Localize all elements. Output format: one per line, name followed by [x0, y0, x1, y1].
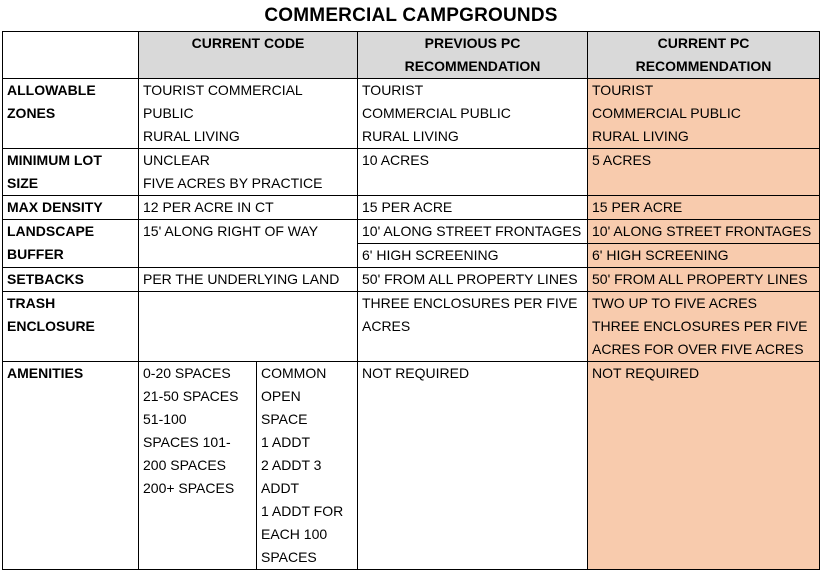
cell-line: 0-20 SPACES — [143, 365, 231, 381]
cell-line: 5 ACRES — [592, 152, 652, 168]
header-corner — [3, 32, 139, 79]
cell-line: RURAL LIVING — [143, 128, 240, 144]
cell-line: 15 PER ACRE — [362, 199, 453, 215]
cell-line: NOT REQUIRED — [592, 365, 700, 381]
current-code-cell — [139, 220, 358, 268]
cell-line: RURAL LIVING — [592, 128, 689, 144]
cell-line: SPACES 101- — [143, 434, 231, 450]
cell-line: OPEN — [261, 388, 301, 404]
cell-line: PUBLIC — [143, 105, 194, 121]
row-label — [3, 196, 139, 220]
cell-line: ACRES FOR OVER FIVE ACRES — [592, 341, 804, 357]
header-current-pc-line: RECOMMENDATION — [635, 58, 772, 74]
cell-line: 2 ADDT 3 — [261, 457, 322, 473]
cell-line: 6' HIGH SCREENING — [362, 247, 499, 263]
cell-line: TOURIST COMMERCIAL — [143, 82, 303, 98]
table-row — [3, 292, 820, 362]
current-pc-cell — [588, 362, 820, 570]
cell-line: ADDT — [261, 480, 300, 496]
table-row — [3, 362, 820, 570]
previous-pc-cell — [358, 362, 588, 570]
row-label-line: MAX DENSITY — [7, 199, 103, 215]
cell-line: COMMERCIAL PUBLIC — [592, 105, 741, 121]
cell-line: 200 SPACES — [143, 457, 227, 473]
current-pc-cell — [588, 292, 820, 362]
current-pc-cell — [588, 268, 820, 292]
page-title: COMMERCIAL CAMPGROUNDS — [264, 5, 558, 26]
current-pc-cell — [588, 244, 820, 268]
cell-line: NOT REQUIRED — [362, 365, 470, 381]
cell-line: THREE ENCLOSURES PER FIVE — [592, 318, 808, 334]
cell-line: PER THE UNDERLYING LAND — [143, 271, 340, 287]
cell-line: COMMON — [261, 365, 327, 381]
amenities-spaces-column — [143, 362, 257, 570]
cell-line: 200+ SPACES — [143, 480, 235, 496]
table-row — [3, 268, 820, 292]
table-row — [3, 220, 820, 244]
previous-pc-cell — [358, 268, 588, 292]
cell-line: UNCLEAR — [143, 152, 210, 168]
row-label-line: ALLOWABLE — [7, 82, 96, 98]
current-code-cell — [139, 362, 358, 570]
header-row — [3, 32, 820, 79]
amenities-requirement-column — [257, 362, 357, 569]
current-pc-cell — [588, 220, 820, 244]
previous-pc-cell — [358, 149, 588, 196]
row-label-line: MINIMUM LOT — [7, 152, 102, 168]
current-code-cell — [139, 268, 358, 292]
current-pc-cell — [588, 79, 820, 149]
previous-pc-cell — [358, 244, 588, 268]
header-current-code — [139, 32, 358, 79]
row-label-line: ENCLOSURE — [7, 318, 95, 334]
previous-pc-cell — [358, 220, 588, 244]
header-previous-pc — [358, 32, 588, 79]
previous-pc-cell — [358, 292, 588, 362]
cell-line: 50' FROM ALL PROPERTY LINES — [362, 271, 578, 287]
cell-line: 1 ADDT — [261, 434, 311, 450]
row-label-line: SIZE — [7, 175, 39, 191]
row-label-line: LANDSCAPE — [7, 223, 95, 239]
row-label — [3, 149, 139, 196]
cell-line: 51-100 — [143, 411, 187, 427]
cell-line: 21-50 SPACES — [143, 388, 239, 404]
row-label — [3, 362, 139, 570]
cell-line: 15' ALONG RIGHT OF WAY — [143, 223, 319, 239]
cell-line: RURAL LIVING — [362, 128, 459, 144]
table-row — [3, 196, 820, 220]
row-label — [3, 268, 139, 292]
cell-line: EACH 100 — [261, 526, 328, 542]
current-code-cell — [139, 149, 358, 196]
cell-line: THREE ENCLOSURES PER FIVE — [362, 295, 578, 311]
cell-line: 6' HIGH SCREENING — [592, 247, 729, 263]
row-label-line: ZONES — [7, 105, 56, 121]
cell-line: 10' ALONG STREET FRONTAGES — [362, 223, 582, 239]
table-row — [3, 149, 820, 196]
header-previous-pc-line: RECOMMENDATION — [404, 58, 541, 74]
previous-pc-cell — [358, 196, 588, 220]
cell-line: 10 ACRES — [362, 152, 429, 168]
current-pc-cell — [588, 196, 820, 220]
cell-line: 1 ADDT FOR — [261, 503, 344, 519]
table-row — [3, 79, 820, 149]
cell-line: SPACES — [261, 549, 317, 565]
row-label — [3, 220, 139, 268]
comparison-table — [2, 31, 820, 570]
cell-line: 10' ALONG STREET FRONTAGES — [592, 223, 812, 239]
current-pc-cell — [588, 149, 820, 196]
row-label-line: TRASH — [7, 295, 56, 311]
cell-line: FIVE ACRES BY PRACTICE — [143, 175, 323, 191]
row-label-line: BUFFER — [7, 246, 64, 262]
row-label-line: SETBACKS — [7, 271, 85, 287]
cell-line: 12 PER ACRE IN CT — [143, 199, 274, 215]
cell-line: 50' FROM ALL PROPERTY LINES — [592, 271, 808, 287]
previous-pc-cell — [358, 79, 588, 149]
cell-line: 15 PER ACRE — [592, 199, 683, 215]
cell-line: TOURIST — [362, 82, 424, 98]
current-code-cell — [139, 196, 358, 220]
row-label — [3, 292, 139, 362]
row-label — [3, 79, 139, 149]
current-code-cell — [139, 79, 358, 149]
row-label-line: AMENITIES — [7, 365, 84, 381]
cell-line: COMMERCIAL PUBLIC — [362, 105, 511, 121]
header-current-pc-line: CURRENT PC — [657, 35, 750, 51]
header-previous-pc-line: PREVIOUS PC — [424, 35, 521, 51]
cell-line: TWO UP TO FIVE ACRES — [592, 295, 757, 311]
cell-line: SPACE — [261, 411, 308, 427]
header-current-pc — [588, 32, 820, 79]
cell-line: ACRES — [362, 318, 411, 334]
current-code-cell — [139, 292, 358, 362]
amenities-split — [143, 362, 357, 569]
cell-line: TOURIST — [592, 82, 654, 98]
header-current-code-label: CURRENT CODE — [191, 35, 305, 51]
